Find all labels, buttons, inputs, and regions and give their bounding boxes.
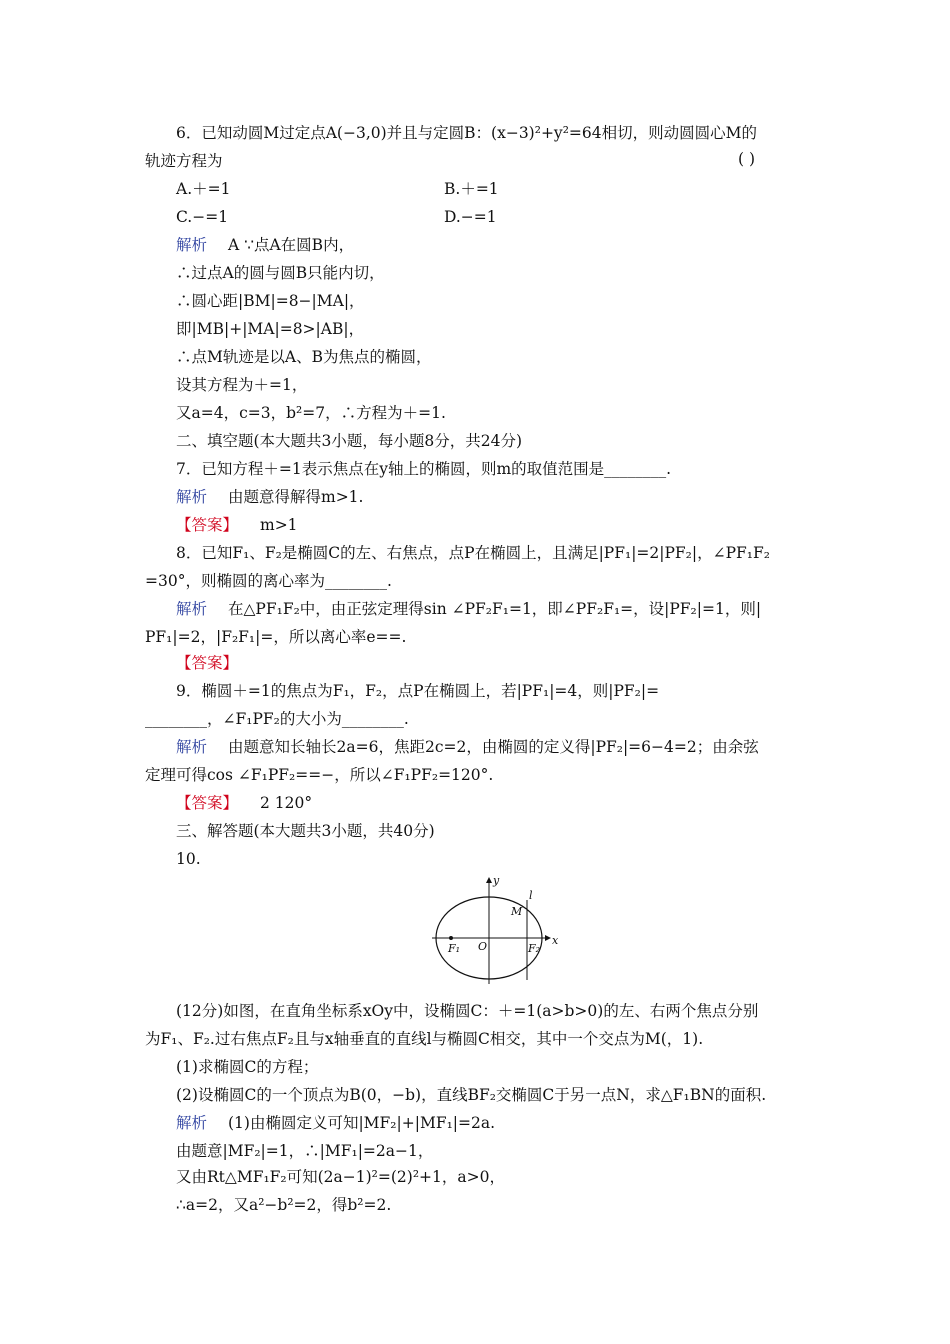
q10-stem-line1: (12分)如图，在直角坐标系xOy中，设椭圆C：＋=1(a>b>0)的左、右两个焦点分别 bbox=[176, 1002, 759, 1020]
answer-paren: ( ) bbox=[738, 150, 756, 168]
q10-stem-line2: 为F₁、F₂.过右焦点F₂且与x轴垂直的直线l与椭圆C相交，其中一个交点为M(，1). bbox=[145, 1030, 704, 1048]
section-2-heading: 二、填空题(本大题共3小题，每小题8分，共24分) bbox=[176, 432, 523, 450]
y-axis-label: y bbox=[493, 874, 500, 887]
focus-f2-label: F₂ bbox=[528, 942, 541, 955]
q10-part2: (2)设椭圆C的一个顶点为B(0，−b)，直线BF₂交椭圆C于另一点N，求△F₁BN的面积. bbox=[176, 1086, 767, 1104]
q10-jiexi-label: 解析 bbox=[176, 1114, 208, 1132]
q6-solution-line1: A ∵点A在圆B内， bbox=[228, 236, 355, 254]
origin-label: O bbox=[478, 940, 488, 953]
focus-f1-label: F₁ bbox=[448, 942, 461, 955]
q6-stem-line1: 6．已知动圆M过定点A(−3,0)并且与定圆B：(x−3)²+y²=64相切，则动圆圆心M的 bbox=[176, 124, 757, 142]
q8-stem-line1: 8．已知F₁、F₂是椭圆C的左、右焦点，点P在椭圆上，且满足|PF₁|=2|PF₂|，∠PF₁F₂ bbox=[176, 544, 770, 562]
q10-solution-line4: ∴a=2，又a²−b²=2，得b²=2. bbox=[176, 1196, 392, 1214]
q6-jiexi-label: 解析 bbox=[176, 236, 208, 254]
q6-option-b: B.＋=1 bbox=[444, 180, 499, 198]
q10-solution-line2: 由题意|MF₂|=1，∴|MF₁|=2a−1， bbox=[176, 1142, 434, 1160]
q6-stem-line2: 轨迹方程为 bbox=[145, 152, 223, 170]
q7-jiexi-label: 解析 bbox=[176, 488, 208, 506]
q9-stem-line1: 9．椭圆＋=1的焦点为F₁，F₂，点P在椭圆上，若|PF₁|=4，则|PF₂|= bbox=[176, 682, 660, 700]
q9-solution-line2: 定理可得cos ∠F₁PF₂==−，所以∠F₁PF₂=120°. bbox=[145, 766, 494, 784]
q8-solution-line2: PF₁|=2，|F₂F₁|=，所以离心率e==. bbox=[145, 628, 407, 646]
q10-number: 10. bbox=[176, 850, 201, 868]
q6-option-a: A.＋=1 bbox=[176, 180, 231, 198]
q6-solution-line3: ∴圆心距|BM|=8−|MA|， bbox=[176, 292, 365, 310]
q7-answer-label: 【答案】 bbox=[176, 516, 239, 534]
q6-solution-line6: 设其方程为＋=1， bbox=[176, 376, 308, 394]
q6-solution-line2: ∴过点A的圆与圆B只能内切， bbox=[176, 264, 385, 282]
q10-solution-line3: 又由Rt△MF₁F₂可知(2a−1)²=(2)²+1，a>0， bbox=[176, 1168, 505, 1186]
ellipse-figure bbox=[428, 872, 568, 990]
focus-f1-dot bbox=[449, 936, 453, 940]
q9-jiexi-label: 解析 bbox=[176, 738, 208, 756]
q9-stem-line2: ________，∠F₁PF₂的大小为________. bbox=[145, 710, 409, 728]
q6-solution-line7: 又a=4，c=3，b²=7，∴方程为＋=1. bbox=[176, 404, 446, 422]
q7-stem: 7．已知方程＋=1表示焦点在y轴上的椭圆，则m的取值范围是________. bbox=[176, 460, 672, 478]
x-axis-label: x bbox=[552, 934, 559, 947]
q6-solution-line4: 即|MB|+|MA|=8>|AB|， bbox=[176, 320, 365, 338]
q7-solution: 由题意得解得m>1. bbox=[228, 488, 364, 506]
section-3-heading: 三、解答题(本大题共3小题，共40分) bbox=[176, 822, 435, 840]
q10-solution-line1: (1)由椭圆定义可知|MF₂|+|MF₁|=2a. bbox=[228, 1114, 496, 1132]
q9-answer-label: 【答案】 bbox=[176, 794, 239, 812]
q10-part1: (1)求椭圆C的方程； bbox=[176, 1058, 319, 1076]
q8-solution-line1: 在△PF₁F₂中，由正弦定理得sin ∠PF₂F₁=1，即∠PF₂F₁=，设|PF₂|=1，则| bbox=[228, 600, 762, 618]
q7-answer: m>1 bbox=[260, 516, 298, 534]
q8-answer-label: 【答案】 bbox=[176, 654, 239, 672]
q8-jiexi-label: 解析 bbox=[176, 600, 208, 618]
point-m-label: M bbox=[511, 905, 523, 918]
q6-option-d: D.−=1 bbox=[444, 208, 497, 226]
line-l-label: l bbox=[529, 889, 533, 902]
q9-answer: 2 120° bbox=[260, 794, 313, 812]
q9-solution-line1: 由题意知长轴长2a=6，焦距2c=2，由椭圆的定义得|PF₂|=6−4=2；由余弦 bbox=[228, 738, 759, 756]
q6-option-c: C.−=1 bbox=[176, 208, 229, 226]
q6-solution-line5: ∴点M轨迹是以A、B为焦点的椭圆， bbox=[176, 348, 432, 366]
q8-stem-line2: =30°，则椭圆的离心率为________. bbox=[145, 572, 392, 590]
